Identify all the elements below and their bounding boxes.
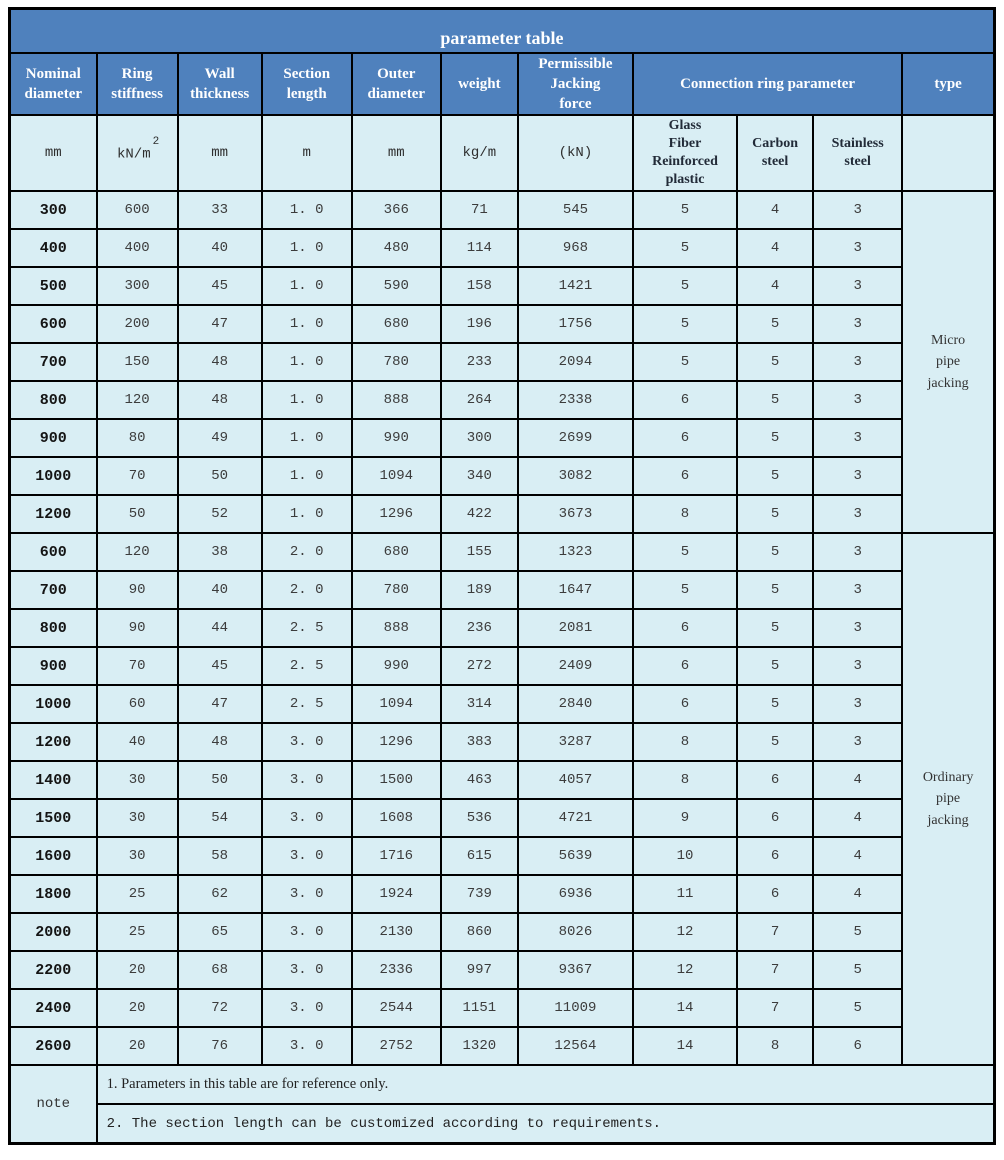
data-cell: 72	[178, 989, 262, 1027]
data-cell: 48	[178, 381, 262, 419]
data-cell: 888	[352, 381, 441, 419]
data-cell: 200	[97, 305, 178, 343]
data-cell: 3	[813, 723, 902, 761]
data-cell: 1200	[10, 495, 97, 533]
data-cell: 76	[178, 1027, 262, 1065]
column-header: Section length	[262, 53, 352, 116]
table-row	[10, 723, 995, 761]
data-cell: 3. 0	[262, 913, 352, 951]
data-cell: 40	[178, 229, 262, 267]
data-cell: 5	[633, 571, 737, 609]
data-cell: 49	[178, 419, 262, 457]
data-cell: 3	[813, 229, 902, 267]
table-row	[10, 1027, 995, 1065]
data-cell: 50	[178, 761, 262, 799]
data-cell: 1296	[352, 495, 441, 533]
data-cell: 1600	[10, 837, 97, 875]
data-cell: 1296	[352, 723, 441, 761]
unit-cell: mm	[10, 115, 97, 191]
data-cell: 7	[737, 951, 813, 989]
data-cell: 45	[178, 647, 262, 685]
data-cell: 14	[633, 1027, 737, 1065]
data-cell: 400	[97, 229, 178, 267]
data-cell: 590	[352, 267, 441, 305]
data-cell: 5	[633, 343, 737, 381]
unit-cell: mm	[178, 115, 262, 191]
data-cell: 4	[813, 837, 902, 875]
data-cell: 30	[97, 799, 178, 837]
data-cell: 2544	[352, 989, 441, 1027]
data-cell: 1500	[352, 761, 441, 799]
data-cell: 9	[633, 799, 737, 837]
data-cell: 233	[441, 343, 518, 381]
data-cell: 8	[633, 761, 737, 799]
data-cell: 25	[97, 875, 178, 913]
data-cell: 300	[441, 419, 518, 457]
data-cell: 90	[97, 609, 178, 647]
parameter-table	[8, 7, 996, 1145]
table-row	[10, 267, 995, 305]
data-cell: 600	[10, 305, 97, 343]
data-cell: 33	[178, 191, 262, 229]
data-cell: 71	[441, 191, 518, 229]
data-cell: 1756	[518, 305, 633, 343]
table-row	[10, 951, 995, 989]
data-cell: 4	[737, 229, 813, 267]
data-cell: 196	[441, 305, 518, 343]
data-cell: 990	[352, 647, 441, 685]
table-row	[10, 837, 995, 875]
data-cell: 900	[10, 419, 97, 457]
data-cell: 6	[633, 685, 737, 723]
data-cell: 5	[633, 305, 737, 343]
data-cell: 2094	[518, 343, 633, 381]
data-cell: 5	[737, 457, 813, 495]
subheader-cell: Carbon steel	[737, 115, 813, 191]
data-cell: 5	[633, 267, 737, 305]
data-cell: 300	[97, 267, 178, 305]
data-cell: 1151	[441, 989, 518, 1027]
unit-cell: kg/m	[441, 115, 518, 191]
data-cell: 2840	[518, 685, 633, 723]
data-cell: 11009	[518, 989, 633, 1027]
data-cell: 2600	[10, 1027, 97, 1065]
data-cell: 680	[352, 305, 441, 343]
data-cell: 5	[737, 647, 813, 685]
column-header: Permissible Jacking force	[518, 53, 633, 116]
data-cell: 50	[178, 457, 262, 495]
table-row	[10, 495, 995, 533]
data-cell: 3	[813, 571, 902, 609]
data-cell: 422	[441, 495, 518, 533]
data-cell: 3	[813, 457, 902, 495]
data-cell: 3	[813, 495, 902, 533]
column-header: Nominal diameter	[10, 53, 97, 116]
data-cell: 300	[10, 191, 97, 229]
type-header: type	[902, 53, 994, 116]
data-cell: 1. 0	[262, 419, 352, 457]
data-cell: 860	[441, 913, 518, 951]
data-cell: 6	[813, 1027, 902, 1065]
data-cell: 3. 0	[262, 1027, 352, 1065]
data-cell: 8	[737, 1027, 813, 1065]
data-cell: 3	[813, 343, 902, 381]
data-cell: 4	[813, 761, 902, 799]
table-row	[10, 229, 995, 267]
data-cell: 1. 0	[262, 267, 352, 305]
data-cell: 6	[737, 761, 813, 799]
data-cell: 48	[178, 343, 262, 381]
data-cell: 54	[178, 799, 262, 837]
data-cell: 366	[352, 191, 441, 229]
table-row	[10, 191, 995, 229]
data-cell: 480	[352, 229, 441, 267]
data-cell: 4	[737, 267, 813, 305]
data-cell: 3082	[518, 457, 633, 495]
data-cell: 383	[441, 723, 518, 761]
data-cell: 400	[10, 229, 97, 267]
data-cell: 5	[737, 381, 813, 419]
unit-cell: $kN/m^2$	[97, 115, 178, 191]
empty-cell	[902, 115, 994, 191]
table-row	[10, 875, 995, 913]
data-cell: 2699	[518, 419, 633, 457]
data-cell: 463	[441, 761, 518, 799]
data-cell: 2752	[352, 1027, 441, 1065]
column-header: Ring stiffness	[97, 53, 178, 116]
data-cell: 4	[737, 191, 813, 229]
data-cell: 5	[813, 913, 902, 951]
data-cell: 65	[178, 913, 262, 951]
data-cell: 158	[441, 267, 518, 305]
data-cell: 6	[737, 799, 813, 837]
data-cell: 1323	[518, 533, 633, 571]
data-cell: 2. 5	[262, 685, 352, 723]
table-row	[10, 647, 995, 685]
data-cell: 45	[178, 267, 262, 305]
data-cell: 1. 0	[262, 191, 352, 229]
data-cell: 340	[441, 457, 518, 495]
data-cell: 1800	[10, 875, 97, 913]
column-header: weight	[441, 53, 518, 116]
data-cell: 272	[441, 647, 518, 685]
note-label: note	[10, 1065, 97, 1143]
data-cell: 545	[518, 191, 633, 229]
subheader-cell: Glass Fiber Reinforced plastic	[633, 115, 737, 191]
data-cell: 3. 0	[262, 761, 352, 799]
data-cell: 3. 0	[262, 951, 352, 989]
data-cell: 3287	[518, 723, 633, 761]
data-cell: 2130	[352, 913, 441, 951]
data-cell: 7	[737, 913, 813, 951]
table-row	[10, 989, 995, 1027]
data-cell: 2336	[352, 951, 441, 989]
data-cell: 5	[813, 989, 902, 1027]
data-cell: 6	[737, 837, 813, 875]
data-cell: 680	[352, 533, 441, 571]
data-cell: 997	[441, 951, 518, 989]
data-cell: 44	[178, 609, 262, 647]
data-cell: 5	[633, 229, 737, 267]
data-cell: 189	[441, 571, 518, 609]
unit-cell: mm	[352, 115, 441, 191]
data-cell: 70	[97, 457, 178, 495]
data-cell: 2409	[518, 647, 633, 685]
data-cell: 4721	[518, 799, 633, 837]
note-row	[10, 1104, 995, 1143]
data-cell: 6936	[518, 875, 633, 913]
data-cell: 5	[737, 305, 813, 343]
data-cell: 536	[441, 799, 518, 837]
data-cell: 2. 0	[262, 571, 352, 609]
data-cell: 3	[813, 305, 902, 343]
data-cell: 68	[178, 951, 262, 989]
data-cell: 47	[178, 305, 262, 343]
data-cell: 900	[10, 647, 97, 685]
data-cell: 700	[10, 571, 97, 609]
data-cell: 1608	[352, 799, 441, 837]
data-cell: 2. 0	[262, 533, 352, 571]
data-cell: 780	[352, 571, 441, 609]
data-cell: 990	[352, 419, 441, 457]
data-cell: 30	[97, 761, 178, 799]
data-cell: 780	[352, 343, 441, 381]
data-cell: 600	[10, 533, 97, 571]
data-cell: 5	[813, 951, 902, 989]
data-cell: 800	[10, 381, 97, 419]
data-cell: 314	[441, 685, 518, 723]
unit-row	[10, 115, 995, 191]
data-cell: 8	[633, 723, 737, 761]
data-cell: 120	[97, 533, 178, 571]
data-cell: 5	[633, 533, 737, 571]
data-cell: 264	[441, 381, 518, 419]
data-cell: 5	[737, 609, 813, 647]
data-cell: 3	[813, 191, 902, 229]
data-cell: 62	[178, 875, 262, 913]
data-cell: 40	[97, 723, 178, 761]
header-row	[10, 53, 995, 116]
data-cell: 60	[97, 685, 178, 723]
data-cell: 968	[518, 229, 633, 267]
data-cell: 888	[352, 609, 441, 647]
data-cell: 500	[10, 267, 97, 305]
data-cell: 3. 0	[262, 989, 352, 1027]
unit-cell: (kN)	[518, 115, 633, 191]
data-cell: 1. 0	[262, 495, 352, 533]
data-cell: 1094	[352, 457, 441, 495]
table-title: parameter table	[10, 9, 995, 53]
type-cell: Micro pipe jacking	[902, 191, 994, 533]
data-cell: 236	[441, 609, 518, 647]
data-cell: 5	[737, 495, 813, 533]
data-cell: 12564	[518, 1027, 633, 1065]
table-row	[10, 761, 995, 799]
column-header: Outer diameter	[352, 53, 441, 116]
data-cell: 5	[737, 419, 813, 457]
data-cell: 1716	[352, 837, 441, 875]
data-cell: 1924	[352, 875, 441, 913]
data-cell: 5	[737, 571, 813, 609]
data-cell: 2081	[518, 609, 633, 647]
data-cell: 30	[97, 837, 178, 875]
data-cell: 1000	[10, 457, 97, 495]
data-cell: 50	[97, 495, 178, 533]
data-cell: 4	[813, 875, 902, 913]
data-cell: 58	[178, 837, 262, 875]
data-cell: 38	[178, 533, 262, 571]
data-cell: 40	[178, 571, 262, 609]
data-cell: 1094	[352, 685, 441, 723]
table-row	[10, 571, 995, 609]
data-cell: 1000	[10, 685, 97, 723]
data-cell: 11	[633, 875, 737, 913]
data-cell: 739	[441, 875, 518, 913]
table-row	[10, 533, 995, 571]
data-cell: 7	[737, 989, 813, 1027]
table-row	[10, 685, 995, 723]
data-cell: 6	[633, 419, 737, 457]
data-cell: 2338	[518, 381, 633, 419]
data-cell: 600	[97, 191, 178, 229]
data-cell: 3	[813, 609, 902, 647]
data-cell: 1. 0	[262, 343, 352, 381]
data-cell: 6	[633, 381, 737, 419]
data-cell: 20	[97, 1027, 178, 1065]
data-cell: 5	[737, 343, 813, 381]
table-row	[10, 913, 995, 951]
data-cell: 700	[10, 343, 97, 381]
data-cell: 4	[813, 799, 902, 837]
data-cell: 3. 0	[262, 875, 352, 913]
data-cell: 8026	[518, 913, 633, 951]
data-cell: 3. 0	[262, 723, 352, 761]
column-header: Wall thickness	[178, 53, 262, 116]
data-cell: 90	[97, 571, 178, 609]
type-cell: Ordinary pipe jacking	[902, 533, 994, 1065]
data-cell: 52	[178, 495, 262, 533]
data-cell: 5	[737, 723, 813, 761]
data-cell: 14	[633, 989, 737, 1027]
data-cell: 1500	[10, 799, 97, 837]
data-cell: 3	[813, 381, 902, 419]
data-cell: 2200	[10, 951, 97, 989]
data-cell: 114	[441, 229, 518, 267]
table-row	[10, 381, 995, 419]
data-cell: 6	[633, 647, 737, 685]
data-cell: 4057	[518, 761, 633, 799]
data-cell: 1. 0	[262, 305, 352, 343]
data-cell: 48	[178, 723, 262, 761]
data-cell: 800	[10, 609, 97, 647]
data-cell: 25	[97, 913, 178, 951]
data-cell: 70	[97, 647, 178, 685]
connection-group-header: Connection ring parameter	[633, 53, 902, 116]
data-cell: 150	[97, 343, 178, 381]
data-cell: 9367	[518, 951, 633, 989]
table-row	[10, 457, 995, 495]
data-cell: 1. 0	[262, 381, 352, 419]
data-cell: 12	[633, 913, 737, 951]
data-cell: 5	[633, 191, 737, 229]
data-cell: 3	[813, 685, 902, 723]
note-item-2: 2. The section length can be customized according to requirements.	[97, 1104, 995, 1143]
data-cell: 2. 5	[262, 609, 352, 647]
data-cell: 10	[633, 837, 737, 875]
data-cell: 3	[813, 533, 902, 571]
data-cell: 20	[97, 989, 178, 1027]
data-cell: 5	[737, 533, 813, 571]
table-row	[10, 343, 995, 381]
table-row	[10, 305, 995, 343]
data-cell: 1. 0	[262, 457, 352, 495]
data-cell: 1647	[518, 571, 633, 609]
data-cell: 1400	[10, 761, 97, 799]
data-cell: 155	[441, 533, 518, 571]
unit-cell: m	[262, 115, 352, 191]
data-cell: 6	[633, 457, 737, 495]
data-cell: 1421	[518, 267, 633, 305]
data-cell: 3. 0	[262, 837, 352, 875]
table-row	[10, 799, 995, 837]
data-cell: 2400	[10, 989, 97, 1027]
data-cell: 6	[737, 875, 813, 913]
data-cell: 1. 0	[262, 229, 352, 267]
data-cell: 8	[633, 495, 737, 533]
data-cell: 12	[633, 951, 737, 989]
note-item-1: 1. Parameters in this table are for reference only.	[97, 1065, 995, 1104]
table-row	[10, 419, 995, 457]
data-cell: 2. 5	[262, 647, 352, 685]
table-row	[10, 609, 995, 647]
data-cell: 3	[813, 647, 902, 685]
data-cell: 80	[97, 419, 178, 457]
subheader-cell: Stainless steel	[813, 115, 902, 191]
data-cell: 615	[441, 837, 518, 875]
data-cell: 6	[633, 609, 737, 647]
data-cell: 20	[97, 951, 178, 989]
data-cell: 120	[97, 381, 178, 419]
data-cell: 3. 0	[262, 799, 352, 837]
note-row	[10, 1065, 995, 1104]
data-cell: 2000	[10, 913, 97, 951]
title-row	[10, 9, 995, 53]
data-cell: 5639	[518, 837, 633, 875]
data-cell: 1200	[10, 723, 97, 761]
data-cell: 1320	[441, 1027, 518, 1065]
data-cell: 47	[178, 685, 262, 723]
data-cell: 3	[813, 267, 902, 305]
data-cell: 5	[737, 685, 813, 723]
data-cell: 3	[813, 419, 902, 457]
data-cell: 3673	[518, 495, 633, 533]
